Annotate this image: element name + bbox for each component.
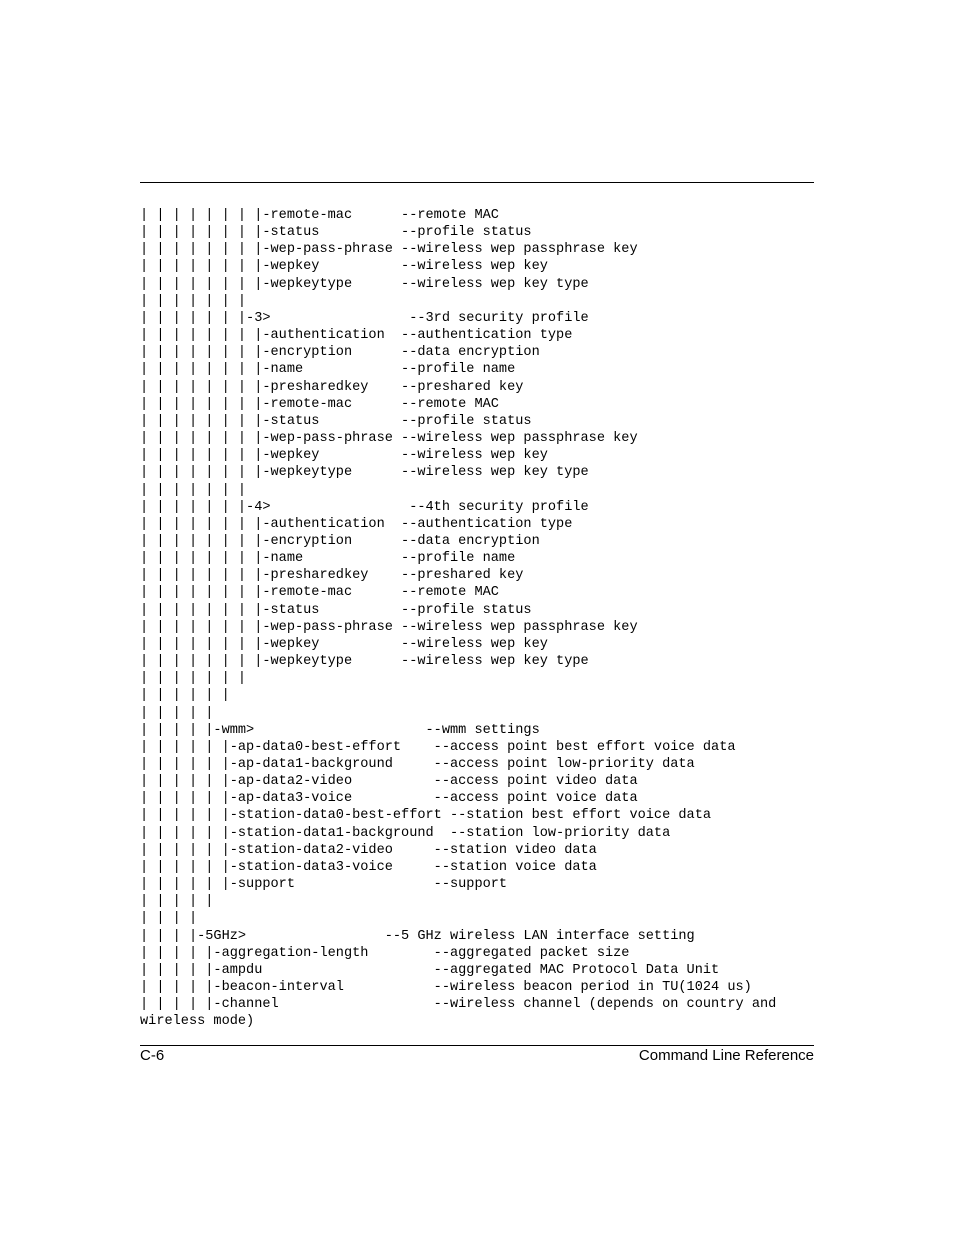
code-line: | | | | | | | [140,482,247,498]
code-line: | | | | | |-station-data1-background --station low-priority data [140,825,671,841]
code-line: | | | | | | | |-presharedkey --preshared key [140,568,524,584]
code-line: | | | | | | | |-wepkeytype --wireless wep key type [140,654,589,670]
code-line: | | | | | | | |-wep-pass-phrase --wireless wep passphrase key [140,242,638,258]
code-line: | | | | | | | |-encryption --data encryption [140,533,540,549]
code-line: | | | | | |-ap-data2-video --access point video data [140,774,638,790]
code-line: | | | |-5GHz> --5 GHz wireless LAN interface setting [140,928,695,944]
code-line: | | | | | | | |-status --profile status [140,225,532,241]
code-line: | | | | | | | |-encryption --data encryption [140,345,540,361]
code-line: | | | | | | | |-remote-mac --remote MAC [140,396,499,412]
code-line: | | | | | |-ap-data3-voice --access point voice data [140,791,638,807]
code-line: | | | | |-channel --wireless channel (depends on country and [140,997,777,1013]
code-line: | | | | | |-station-data3-voice --station voice data [140,859,597,875]
code-line: | | | | | | | |-wepkey --wireless wep key [140,636,548,652]
code-line: | | | | | | | |-presharedkey --preshared key [140,379,524,395]
code-line: | | | | | |-support --support [140,877,508,893]
code-line: | | | | | | [140,688,230,704]
command-tree-listing [140,207,814,1031]
code-line: | | | | | |-ap-data1-background --access point low-priority data [140,757,695,772]
code-line: | | | | | | | |-wepkeytype --wireless wep key type [140,276,589,292]
code-line: | | | | [140,911,198,927]
code-line: | | | | |-ampdu --aggregated MAC Protocol Data Unit [140,962,720,978]
code-line: | | | | | | | |-wep-pass-phrase --wireless wep passphrase key [140,431,638,447]
code-line: | | | | |-wmm> --wmm settings [140,722,540,738]
code-line: wireless mode) [140,1014,255,1030]
code-line: | | | | | |-ap-data0-best-effort --access point best effort voice data [140,739,736,755]
header-rule [140,182,814,183]
code-line: | | | | | | | |-remote-mac --remote MAC [140,585,499,601]
code-line: | | | | | [140,705,214,721]
code-line: | | | | | | | [140,671,247,687]
code-line: | | | | | |-station-data2-video --station video data [140,842,597,858]
footer-page-number: C-6 [140,1047,165,1064]
code-line: | | | | | | |-3> --3rd security profile [140,310,589,326]
code-line: | | | | | | | |-wep-pass-phrase --wireless wep passphrase key [140,619,638,635]
code-line: | | | | | [140,894,214,910]
code-line: | | | | | | | |-status --profile status [140,602,532,618]
code-line: | | | | | | | |-authentication --authentication type [140,328,573,344]
code-line: | | | | | | | |-authentication --authentication type [140,516,573,532]
code-line: | | | | | | | [140,293,247,309]
code-line: | | | | | |-station-data0-best-effort --station best effort voice data [140,808,712,824]
code-line: | | | | | | | |-wepkey --wireless wep key [140,448,548,464]
code-line: | | | | | | | |-status --profile status [140,413,532,429]
code-line: | | | | |-aggregation-length --aggregated packet size [140,945,630,961]
code-line: | | | | | | | |-name --profile name [140,551,516,567]
code-line: | | | | | | | |-wepkey --wireless wep key [140,259,548,275]
code-line: | | | | | | | |-name --profile name [140,362,516,378]
footer-title: Command Line Reference [638,1047,814,1064]
footer-rule [140,1045,814,1046]
code-line: | | | | | | | |-wepkeytype --wireless wep key type [140,465,589,481]
code-line: | | | | |-beacon-interval --wireless beacon period in TU(1024 us) [140,980,752,996]
code-line: | | | | | | | |-remote-mac --remote MAC [140,208,499,223]
code-line: | | | | | | |-4> --4th security profile [140,499,589,515]
